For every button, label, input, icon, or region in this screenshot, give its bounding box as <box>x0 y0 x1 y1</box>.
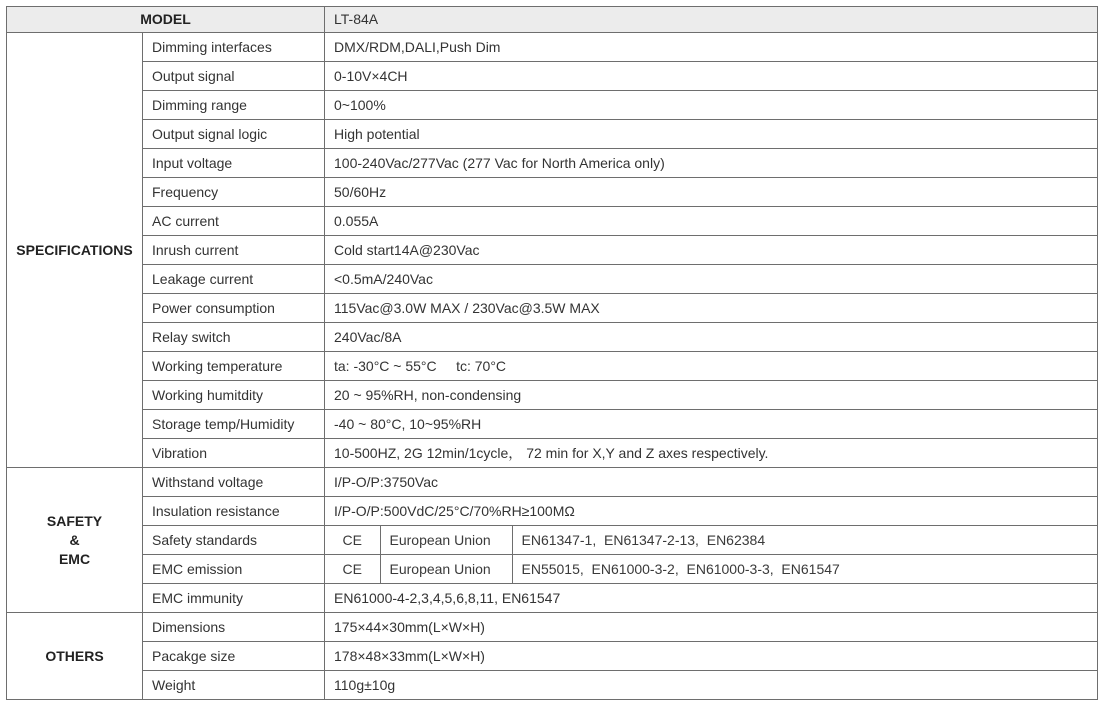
spec-label: Output signal <box>143 62 325 91</box>
spec-label: Frequency <box>143 178 325 207</box>
spec-row <box>7 178 1098 207</box>
spec-label: Working humitdity <box>143 381 325 410</box>
spec-row <box>7 149 1098 178</box>
spec-value: 115Vac@3.0W MAX / 230Vac@3.5W MAX <box>325 294 1098 323</box>
spec-row <box>7 381 1098 410</box>
spec-label: Input voltage <box>143 149 325 178</box>
specifications-group-label: SPECIFICATIONS <box>7 33 143 468</box>
spec-row <box>7 236 1098 265</box>
spec-row <box>7 323 1098 352</box>
safety-label: Insulation resistance <box>143 497 325 526</box>
others-row <box>7 642 1098 671</box>
spec-label: Output signal logic <box>143 120 325 149</box>
spec-value: 0.055A <box>325 207 1098 236</box>
spec-row <box>7 265 1098 294</box>
safety-row <box>7 526 1098 555</box>
others-row <box>7 613 1098 642</box>
spec-label: Dimming interfaces <box>143 33 325 62</box>
safety-group-line: EMC <box>58 550 91 567</box>
safety-label: EMC emission <box>143 555 325 584</box>
spec-table <box>6 6 1098 700</box>
spec-value: 240Vac/8A <box>325 323 1098 352</box>
safety-standards-subtable <box>325 526 1097 554</box>
spec-value: High potential <box>325 120 1098 149</box>
model-row <box>7 7 1098 33</box>
safety-value: I/P-O/P:500VdC/25°C/70%RH≥100MΩ <box>325 497 1098 526</box>
spec-label: Storage temp/Humidity <box>143 410 325 439</box>
others-value: 175×44×30mm(L×W×H) <box>325 613 1098 642</box>
spec-row <box>7 91 1098 120</box>
spec-row <box>7 410 1098 439</box>
safety-row <box>7 497 1098 526</box>
spec-label: Power consumption <box>143 294 325 323</box>
standards-list: EN61347-1, EN61347-2-13, EN62384 <box>521 532 766 548</box>
safety-value: EN61000-4-2,3,4,5,6,8,11, EN61547 <box>325 584 1098 613</box>
spec-label: Inrush current <box>143 236 325 265</box>
spec-row <box>7 62 1098 91</box>
spec-value: 0-10V×4CH <box>325 62 1098 91</box>
safety-row <box>7 468 1098 497</box>
others-label: Pacakge size <box>143 642 325 671</box>
spec-value: 20 ~ 95%RH, non-condensing <box>325 381 1098 410</box>
spec-row <box>7 120 1098 149</box>
spec-label: Leakage current <box>143 265 325 294</box>
safety-row <box>7 555 1098 584</box>
spec-value: 10-500HZ, 2G 12min/1cycle， 72 min for X,Y and Z axes respectively. <box>325 439 1098 468</box>
model-label: MODEL <box>7 7 325 33</box>
ce-mark: CE <box>325 555 380 583</box>
spec-label: Working temperature <box>143 352 325 381</box>
model-value: LT-84A <box>325 7 1098 33</box>
spec-row <box>7 33 1098 62</box>
spec-value: ta: -30°C ~ 55°C tc: 70°C <box>325 352 1098 381</box>
others-value: 110g±10g <box>325 671 1098 700</box>
spec-row <box>7 294 1098 323</box>
spec-label: Vibration <box>143 439 325 468</box>
spec-value: 0~100% <box>325 91 1098 120</box>
others-value: 178×48×33mm(L×W×H) <box>325 642 1098 671</box>
spec-value: 50/60Hz <box>325 178 1098 207</box>
others-label: Weight <box>143 671 325 700</box>
ce-mark: CE <box>325 526 380 554</box>
safety-row <box>7 584 1098 613</box>
spec-label: AC current <box>143 207 325 236</box>
spec-label: Relay switch <box>143 323 325 352</box>
others-group-label: OTHERS <box>7 613 143 700</box>
others-label: Dimensions <box>143 613 325 642</box>
safety-label: EMC immunity <box>143 584 325 613</box>
region-label: European Union <box>380 526 512 554</box>
spec-row <box>7 352 1098 381</box>
spec-value: 100-240Vac/277Vac (277 Vac for North America only) <box>325 149 1098 178</box>
spec-value: <0.5mA/240Vac <box>325 265 1098 294</box>
region-label: European Union <box>380 555 512 583</box>
spec-value: Cold start14A@230Vac <box>325 236 1098 265</box>
others-row <box>7 671 1098 700</box>
emc-emission-subtable <box>325 555 1097 583</box>
spec-label: Dimming range <box>143 91 325 120</box>
safety-standards-cell <box>325 526 1098 555</box>
safety-group-line: & <box>69 531 80 548</box>
spec-value: DMX/RDM,DALI,Push Dim <box>325 33 1098 62</box>
safety-value: I/P-O/P:3750Vac <box>325 468 1098 497</box>
safety-label: Withstand voltage <box>143 468 325 497</box>
standards-list: EN55015, EN61000-3-2, EN61000-3-3, EN61547 <box>521 561 840 577</box>
emc-emission-cell <box>325 555 1098 584</box>
safety-group-label <box>7 468 143 613</box>
spec-value: -40 ~ 80°C, 10~95%RH <box>325 410 1098 439</box>
safety-label: Safety standards <box>143 526 325 555</box>
spec-row <box>7 439 1098 468</box>
spec-row <box>7 207 1098 236</box>
safety-group-line: SAFETY <box>46 512 103 529</box>
